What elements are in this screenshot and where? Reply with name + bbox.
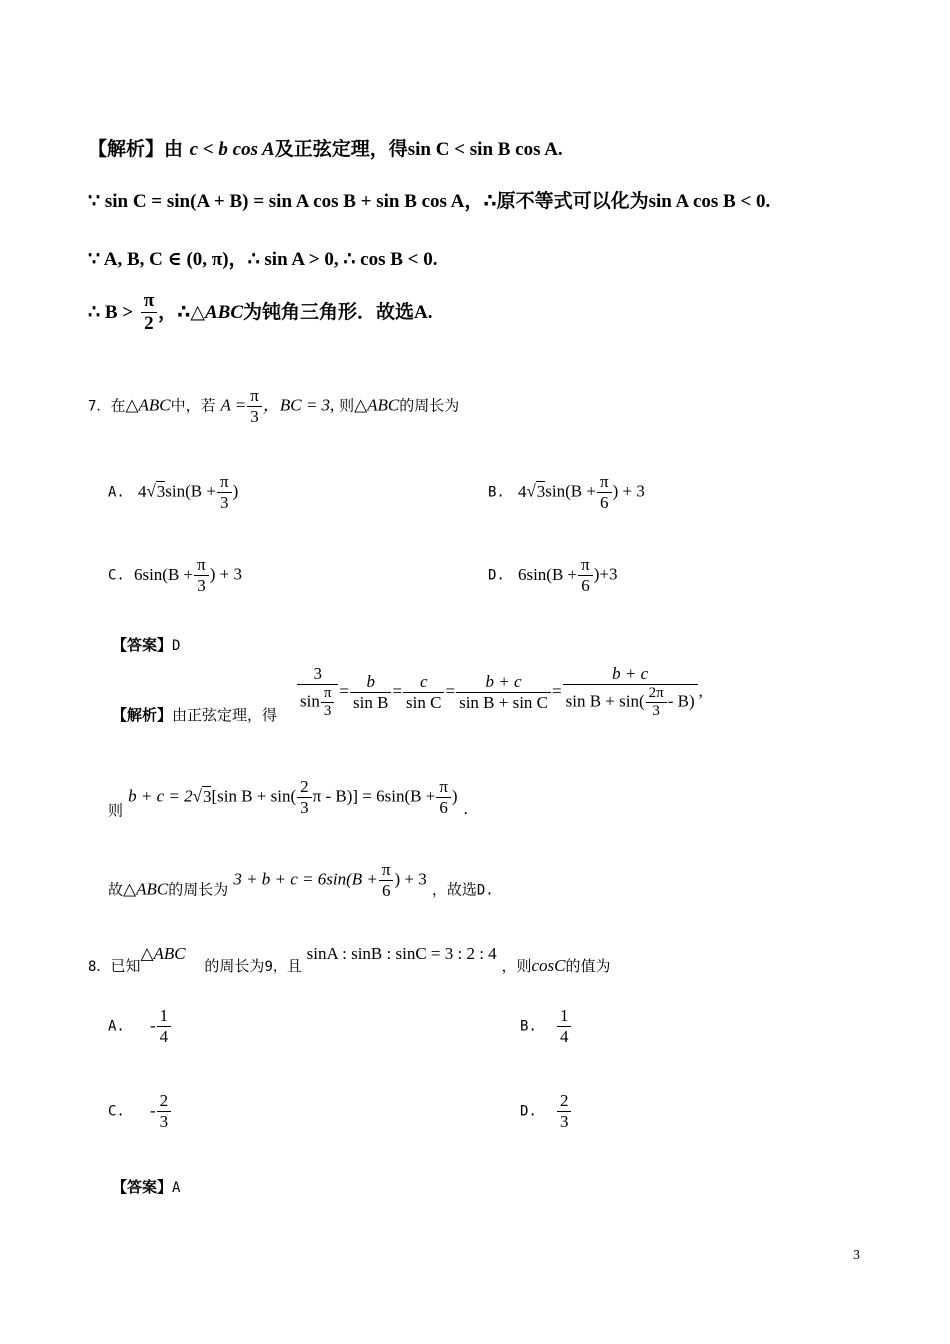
analysis-label: 【解析】 <box>112 706 173 724</box>
ratio: sinA : sinB : sinC = 3 : 2 : 4 <box>306 944 497 963</box>
question-number: 7． <box>88 398 111 415</box>
option-label: B. <box>488 484 505 501</box>
fraction: $\frac{\pi}{3}$ <box>217 472 232 512</box>
question-number: 8． <box>88 959 111 975</box>
q7-option-d: D. 6sin(B + $\frac{\pi}{6}$ )+3 <box>488 555 618 595</box>
answer-value: D <box>172 638 181 654</box>
answer-label: 【答案】 <box>112 636 173 654</box>
question-8-stem: 8．已知△ABC 的周长为9，且 sinA : sinB : sinC = 3 : 2 : 4 ，则cosC的值为 <box>88 944 611 975</box>
fraction: $\frac{b}{\text{sin B}}$ <box>350 672 391 712</box>
prev-analysis-line-3: ∵ A, B, C ∈ (0, π)，∴ sin A > 0, ∴ cos B < 0. <box>88 248 438 270</box>
q8-option-c: C. - $\frac{2}{3}$ <box>108 1091 172 1131</box>
answer-value: A <box>172 1180 181 1196</box>
fraction: $\frac{\pi}{2}$ <box>141 290 157 335</box>
page-number: 3 <box>853 1248 860 1263</box>
prev-analysis-line-2: ∵ sin C = sin(A + B) = sin A cos B + sin B cos A，∴原不等式可以化为sin A cos B < 0. <box>88 190 771 212</box>
question-7-stem: 7．在△ABC中，若 A = $\frac{\pi}{3}$ ，BC = 3, 则△ABC的周长为 <box>88 386 460 426</box>
q8-option-a: A. - $\frac{1}{4}$ <box>108 1006 172 1046</box>
q7-option-b: B. 4√3sin(B + $\frac{\pi}{6}$ ) + 3 <box>488 472 645 512</box>
q7-answer <box>112 634 180 655</box>
q8-answer <box>112 1176 180 1197</box>
inequality: c < b cos A <box>189 139 275 160</box>
q7-option-a: A. 4√3sin(B + $\frac{\pi}{3}$ ) <box>108 472 239 512</box>
prev-analysis-line-4: ∴ B > $\frac{\pi}{2}$ ，∴△ABC为钝角三角形．故选A. <box>88 290 433 334</box>
option-label: D. <box>520 1103 537 1120</box>
fraction: $\frac{\pi}{6}$ <box>597 472 612 512</box>
fraction: $\frac{\pi}{6}$ <box>436 777 451 817</box>
fraction: $\frac{1}{4}$ <box>557 1006 572 1046</box>
option-label: D. <box>488 567 505 584</box>
option-label: A. <box>108 484 125 501</box>
q7-option-c: C. 6sin(B + $\frac{\pi}{3}$ ) + 3 <box>108 555 242 595</box>
q7-analysis-intro: 【解析】由正弦定理，得 <box>112 706 278 724</box>
option-label: C. <box>108 567 125 584</box>
analysis-label: 【解析】 <box>88 138 165 160</box>
fraction: $\frac{\pi}{3}$ <box>194 555 209 595</box>
fraction: $\frac{\pi}{6}$ <box>379 860 394 900</box>
answer-label: 【答案】 <box>112 1178 173 1196</box>
prev-analysis-line-1: 【解析】由 c < b cos A及正弦定理，得sin C < sin B cos A. <box>88 138 563 160</box>
option-label: A. <box>108 1018 125 1035</box>
fraction: $\frac{\pi}{3}$ <box>247 386 262 426</box>
q8-option-b <box>520 1006 572 1046</box>
fraction: 3 sin $\frac{\pi}{3}$ <box>297 664 338 720</box>
fraction: b + c sin B + sin( $\frac{2\pi}{3}$ - B) <box>563 664 698 720</box>
q7-equation-3: 故△ABC的周长为 3 + b + c = 6sin(B + $\frac{\pi}{6}$ ) + 3 ，故选D. <box>108 860 494 900</box>
fraction: $\frac{c}{\text{sin C}}$ <box>403 672 444 712</box>
fraction: $\frac{1}{4}$ <box>157 1006 172 1046</box>
fraction: $\frac{2}{3}$ <box>557 1091 572 1131</box>
q7-equation-2: 则 b + c = 2√3[sin B + sin( $\frac{2}{3}$ π - B)] = 6sin(B + $\frac{\pi}{6}$ ). <box>108 777 468 820</box>
q7-equation-1: 3 sin $\frac{\pi}{3}$ = $\frac{b}{\text{sin B}}$ = $\frac{c}{\text{sin C}}$ = $\frac{b + c}{\text{sin B + sin C}}$ = b + c sin B + sin( $\frac{2\pi}{3}$ - B) , <box>296 664 703 720</box>
fraction: $\frac{\pi}{6}$ <box>578 555 593 595</box>
fraction: $\frac{2}{3}$ <box>297 777 312 817</box>
option-label: B. <box>520 1018 537 1035</box>
q8-option-d <box>520 1091 572 1131</box>
fraction: $\frac{2}{3}$ <box>157 1091 172 1131</box>
option-label: C. <box>108 1103 125 1120</box>
fraction: $\frac{b + c}{\text{sin B + sin C}}$ <box>456 672 551 712</box>
